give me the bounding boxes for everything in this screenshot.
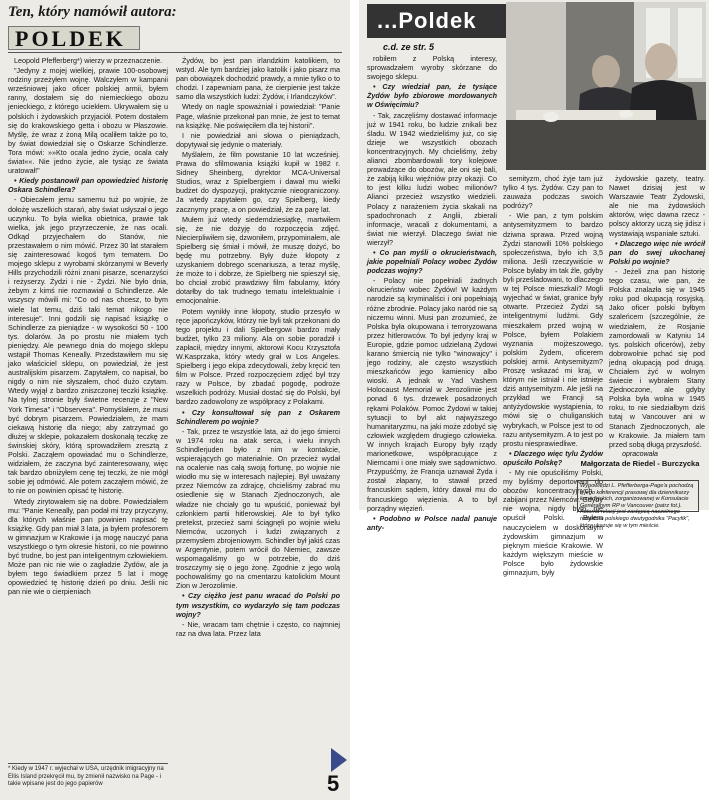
page-number: 5 (327, 771, 340, 796)
article-title: POLDEK (15, 26, 126, 51)
source-info-box: Wypowiedzi L. Pfefferberga-Page'a pochodzą z jego konferencji prasowej dla dziennikarzy kanadyjskich, zorganizowanej w Konsulacie Generalnym RP w Vancouver (patrz fot.). Autorka relacji jest zastępcą naczelnego redaktora polskiego dwutygodnika "Pacyfik", który ukazuje się w tym mieście. (577, 480, 699, 512)
article-kicker: Ten, który namówił autora: (8, 4, 177, 20)
interview-question: • Kiedy postanowił pan opowiedzieć historię Oskara Schindlera? (8, 176, 168, 195)
article-paragraph: - Wie pan, z tym polskim antysemityzmem to bardzo dziwna sprawa. Przed wojną Żydzi stanowili 10% polskiego społeczeństwa, było ich 3,5 miliona. Jeśli rzeczywiście w Polsce byłaby im tak źle, gdyby byli prześladowani, to dlaczego w tej Polsce mieszkali? Mogli wyjechać w świat, granice były otwarte. Przecież Żydzi są inteligentnymi ludźmi. Gdy mieszkałem przed wojną w Polsce, byłem Polakiem wyznania mojżeszowego, polskim Żydem, oficerem polskiej armii. Antysemityzm? Proszę wskazać mi kraj, w którym nie istniał i nie istnieje dziś antysemityzm. Ale jeśli na przykład we Francji są antyżydowskie wystąpienia, to mówi się o chuliganskich wybrykach, w Polsce jest to od razu antysemityzm. A to jest po prostu niesprawiedliwe. (503, 211, 603, 448)
right-column-1 (367, 54, 497, 532)
interview-question: • Czy konsultował się pan z Oskarem Schindlerem po wojnie? (176, 407, 340, 426)
article-paragraph: robiłem z Polską interesy, sprowadzałem wyroby skórzane do swojego sklepu. (367, 54, 497, 82)
article-paragraph: - Tak, zaczęliśmy dostawać informacje już w 1941 roku, bo ludzie znikali bez śladu. W 1942 wiedzieliśmy już, co się dzieje we wszystkich obozach koncentracyjnych. My chcieliśmy, żeby alianci zbombardowali tory kolejowe prowadzące do obozów, ale oni się bali, że zabiją kilku więźniów przy okazji. Co to jest kilku ludzi wobec milionów? Alianci przecież wszystko wiedzieli. Polacy z narażeniem życia skakali na spadochronach z Anglii, zbierali informacje, wracali z dokumentami, a świat nie wierzył. Dlaczego świat nie wierzył? (367, 110, 497, 247)
article-paragraph: - Jeżeli zna pan historię tego czasu, wie pan, że Polska znalazła się w 1945 roku pod okupacją rosyjską. Jako oficer polski byłbym szaleńcem (szczególnie, że wiedziałem, że Rosjanie zamordowali w Katyniu 14 tys. polskich oficerów), żeby dobrowolnie pchać się pod jedną okupacją pod drugą. Chciałem żyć w wolnym świecie i wybrałem Stany Zjednoczone, ale gdyby Polska była wolna w 1945 roku, to nie siedziałbym dziś tutaj w Vancouver ani w Stanach Zjednoczonych, ale w Krakowie. Ja miałem tam przed sobą długą przyszłość. (609, 266, 705, 449)
continuation-subtitle: c.d. ze str. 5 (383, 42, 435, 52)
article-title-box (8, 26, 140, 50)
article-paragraph: - Obiecałem jemu samemu tuż po wojnie, że dołożę wszelkich starań, aby świat usłyszał o jego uczynku. To była wielka obietnica, prawie tak wielka, jak jego przyrzeczenie, że nas ocali. Odkąd przyjechałem do Stanów, nie przestawałem o nim mówić. Przez 30 lat starałem się zainteresować kogoś tym tematem. Do mojego sklepu z wyrobami skórzanymi w Beverly Hills przychodzili różni znani pisarze, scenarzyści i reżyserzy. Żydzi i nie - Żydzi. Nie było dnia, żebym z kimś nie rozmawiał o Schindlerze. Ale wszyscy mówili mi: "Co od nas chcesz, to bym wiele lat temu, dziś taki temat nikogo nie interesuje". Inni godzili się napisać książkę o Schindlerze za pieniądze - w wysokości 50 - 100 tys. dolarów. Ja po prostu nie miałem tych pieniędzy. Ale pewnego dnia do mojego sklepu wstąpił Thomas Keneally. Przedstawiłem mu się jako właściciel sklepu, on powiedział, że jest australijskim pisarzem. Zapytałem, co napisał, bo nigdy o nim nie słyszałem, choć dużo czytam. Wtedy wyjął z bardzo zniszczonej teczki książkę. Na tylnej stronie były świetne recenzje z "New York Timesa" i "Observera". Pomyślałem, że musi być dobrym pisarzem. Powiedziałem, że mam ciekawą historię dla niego; aby zatrzymać go dłużej w sklepie, pokazałem doskonałą teczkę ze świnskiej skóry, którą sprowadziłem zresztą z Polski. Zacząłem opowiadać mu o Schindlerze, widziałem, że zaczyna być zainteresowany, więc tak bardzo obniżyłem cenę tej teczki, że nie mógł sobie jej odmówić. Ale potem zacząłem mówić, że to nie on powinien opisać tę historię. (8, 195, 168, 496)
left-column-2 (176, 56, 340, 764)
interview-question: • Dlaczego więc tylu Żydów opuściło Polskę? (503, 448, 603, 467)
credit (580, 450, 700, 469)
credit-label: opracowała (622, 451, 658, 458)
article-paragraph: Potem wynikły inne kłopoty, studio przesyło w ręce japończyków, którzy nie byli tak przekonani do tego projektu i dali Spielbergowi bardzo mały budżet, tylko 23 miliony. Ala on sobie poradził i zapłacił, między innymi, aktorowi Kocu Krzysztofa W.Kasprzaka, który wtedy grał w Los Angeles. Spielberg i jego ekipa zdecydowali, żeby kręcić ten film w Polsce. Przed rozpoczęciem zdjęć był trzy razy w Polsce, by zbadać pogodę, podroże wszelkich podróży. Musiał dostać się do Polski, był bardzo zadowolony ze współpracy z Polakami. (176, 306, 340, 407)
interview-question: • Podobno w Polsce nadal panuje anty- (367, 513, 497, 532)
continuation-title-box (367, 4, 507, 38)
article-paragraph: - Nie, wracam tam chętnie i często, co najmniej raz na dwa lata. Przez lata (176, 619, 340, 638)
interview-question: • Czy ciężko jest panu wracać do Polski po tym wszystkim, co wydarzyło się tam podczas wojny? (176, 591, 340, 619)
article-paragraph: Mułem już wtedy siedemdziesiątkę, martwiłem się, że nie dożyję do rozpoczęcia zdjęć. Niecierpliwiłem się, dzwoniłem, przypominałem, ale Spielberg się śmiał i mówił, że muszę dożyć, bo będę mu potrzebny. Były duże kłopoty z uzyskaniem dobrego scenariusza, a teraz myślę, że może to i dobrze, że Spielberg nie spieszył się, bo chciał zrobić prawdziwy film fabularny, który dotarłby do tak trudnego tematu intelektualnie i emocjonalnie. (176, 214, 340, 306)
article-paragraph: Żydów, bo jest pan irlandzkim katolikiem, to wstyd. Ale tym bardziej jako katolik i jako pisarz ma pan obowiązek dochodzić prawdy, a mnie tylko o to chodzi. I zapewniam pana, że cierpienie jest także samo dla wszystkich ludzi: Żydów, i Irlandczyków". (176, 56, 340, 102)
article-paragraph: "Jedyny z mojej wielkiej, prawie 100-osobowej rodziny przeżyłem wojnę. Walczyłem w kampanii wrześniowej jako oficer polskiej armii, byłem ranny, dostałem się do niemieckiego obozu jenieckiego, z którego uciekłem. Ukrywałem się u polskich i żydowskich przyjaciół. Potem dostałem się do krakowskiego getta i obozu w Płaszowie. Myślę, że wraz z żoną Milą ocaliłem także po to, by świat dowiedział się o Oskarze Schindlerze. Tora mówi: »»Kto ocala jedno życie, ocala cały świat««. Nie jedno życie, ale tysiąc ze świata uratował!" (8, 66, 168, 176)
article-paragraph: żydowskie gazety, teatry. Nawet dzisiaj jest w Warszawie Teatr Żydowski, ale nie ma żydowskich aktorów, więc dawna rzecz - polscy aktorzy uczą się jidisz i wystawiają wspaniałe sztuki. (609, 174, 705, 238)
right-page (359, 0, 709, 578)
interview-question: • Dlaczego więc nie wrócił pan do swej ukochanej Polski po wojnie? (609, 238, 705, 266)
continuation-title: ...Poldek (377, 8, 477, 33)
right-column-3 (609, 174, 705, 449)
article-paragraph: Wtedy zirytowałem się na dobre. Powiedziałem mu: "Panie Keneally, pan podał mi trzy przyczyny, dla których właśnie pan powinien napisać tę książkę. Gdy pan miał 3 lata, ja byłem profesorem w gimnazjum w Krakowie i ja mogę nauczyć pana wszystkiego o tym okresie historii, co nie powinno być trudne, bo jest pan inteligentnym człowiekiem. Może pan nic nie wie o zagładzie Żydów, ale ja byłem tego świadkiem przez 5 lat i mogę opowiedzieć tę historię dzień po dniu. Jeśli nic pan nie wie o cierpieniach (8, 496, 168, 597)
footnote: * Kiedy w 1947 r. wyjechał w USA, urzędnik imigracyjny na Ellis Island przekręcił mu, by zmienił nazwisko na Page - i takie wpisane jest do jego papierów (8, 766, 164, 787)
credit-author: Małgorzata de Riedel - Burczycka (580, 459, 700, 468)
article-paragraph: semityzm, choć żyje tam już tylko 4 tys. Żydów. Czy pan to zauważa podczas swoich podróży? (503, 174, 603, 211)
interview-question: • Co pan myśli o okrucieństwach, jakie popełniali Polacy wobec Żydów podczas wojny? (367, 247, 497, 276)
article-paragraph: - My nie opuściliśmy Polski, my byliśmy deportowani do obozów koncentracyjnych i zabijani przez Niemców. Gdyby nie wojna, nigdy bym nie opuścił Polski. Byłem nauczycielem w doskonałym żydowskim gimnazjum w pięknym mieście Krakowie. W każdym większym mieście w Polsce było żydowskie gimnazjum, były (503, 468, 603, 578)
interview-question: • Czy wiedział pan, że tysiące Żydów było zbiorowe mordowanych w Oświęcimiu? (367, 82, 497, 110)
footnote-rule (8, 763, 168, 764)
article-paragraph: - Polacy nie popełniali żadnych okrucieństw wobec Żydów! W każdym narodzie są kryminaliści i oni popełniają różne zbrodnie. Polacy jako naród nie są niczemu winni. Musi pan zrozumieć, że Polska była okupowana i terroryzowana przez hitlerowców. To był jedyny kraj w Europie, gdzie pomoc udzielaną Żydowi karano śmiercią nie tylko "winowajcy" i jego rodziny, ale często wszystkich mieszkańców jego kamienicy albo wioski. A jednak w Yad Vashem Holocaust Memorial w Jerozolimie jest ponad 6 tys. drzewek posadzonych rękami Polaków. Pomoc Żydowi w takiej sytuacji to był akt najwyższego humanitaryzmu, na jaki może zdobyć się człowiek względem drugiego człowieka. W innych krajach Europy były rządy marionetkowe, współpracujące z Niemcami i one miały swe sądownictwo. Przypuśćmy, że Francja uznawał Żyda i został złapany, to stawał przed francuskim sądem, który dawał mu do francuskiego więzienia. A to był porządny więzień. (367, 276, 497, 513)
right-column-2 (503, 174, 603, 578)
page-divider (351, 0, 359, 800)
continue-arrow-icon (331, 748, 347, 772)
article-paragraph: Myślałem, że film powstanie 10 lat wcześniej. Prawa do sfilmowania książki kupił w 1982 r. Sidney Sheinberg, dyrektor MCA-Universal Studios, wraz z Spielbergiem i dawał mu wielki budżet do dyspozycji, praktycznie nieograniczony. Ja wtedy zapytałem go, czy Spielberg, kiedy zacznymy pracę, a on powiedział, że za parę lat. (176, 149, 340, 214)
left-column-1 (8, 56, 168, 760)
left-page (0, 0, 350, 800)
article-paragraph: I nie powiedział ani słowa o pieniądzach, dopytywał się jedynie o materiały. (176, 130, 340, 149)
article-paragraph: Leopold Pfefferberg*) wierzy w przeznaczenie. (14, 56, 163, 65)
article-paragraph: Wtedy on nagle spoważniał i powiedział: "Panie Page, właśnie przekonał pan mnie, że jest to temat na książkę. Nie poświęciłem dla tej historii". (176, 102, 340, 130)
title-rule (8, 52, 342, 53)
press-conference-photo-drawing (506, 2, 706, 170)
press-conference-photo (506, 2, 706, 170)
article-paragraph: - Tak, przez te wszystkie lata, aż do jego śmierci w 1974 roku na atak serca, i wielu innych Schindlerjuden było z nim w kontakcie, wspierających go materialnie. On przecież wydał na ocalenie nas całą swoją fortunę, po wojnie nie wiodło mu się w interesach najlepiej. Był uważany przez Niemców za zdrajcę, chcieliśmy zabrać mu osiedlenie się w Stanach Zjednoczonych, ale władze nie chciały go tu wpuścić, ponieważ był członkiem partii hitlerowskiej. Ale to był tylko pretekst, przecież sami ściągnęli po wojnie wielu Niemców, uczonych i ludzi związanych z przemysłem zbrojeniowym. Schindler był jakiś czas w Argentynie, potem wrócił do Niemiec, zawsze wspomagaliśmy go w potrzebie, do dziś troszczymy się o jego żonę. Zgodnie z jego wolą pochowaliśmy go na cmentarzu katolickim Mount Zion w Jerozolimie. (176, 426, 340, 591)
